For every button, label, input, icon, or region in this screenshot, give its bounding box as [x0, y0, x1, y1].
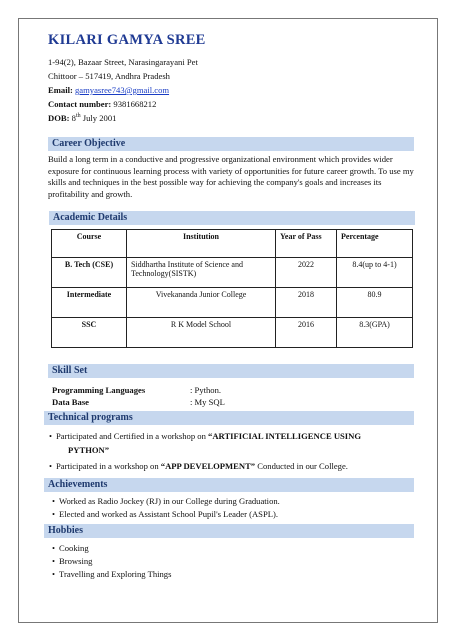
skill-value: : My SQL [190, 397, 225, 407]
section-hobbies: Hobbies [44, 524, 414, 538]
dob-label: DOB: [48, 113, 70, 123]
list-item [52, 556, 92, 566]
skill-value: : Python. [190, 385, 222, 395]
hobby-text: Travelling and Exploring Things [59, 569, 172, 579]
section-technical-programs: Technical programs [44, 411, 414, 425]
technical-item-2-quote: “APP DEVELOPMENT” [160, 461, 256, 471]
cell-year: 2022 [276, 258, 337, 288]
hobby-text: Cooking [59, 543, 89, 553]
list-item [49, 431, 361, 441]
section-career-objective: Career Objective [48, 137, 414, 151]
email-row [48, 85, 169, 95]
email-label: Email: [48, 85, 73, 95]
technical-item-2-text: Participated in a workshop on [56, 461, 161, 471]
dob-row [48, 113, 116, 123]
email-link[interactable]: gamyasree743@gmail.com [74, 85, 170, 95]
cell-percentage: 8.3(GPA) [337, 318, 413, 348]
technical-item-1-continuation [68, 445, 109, 455]
table-row [52, 288, 413, 318]
dob-day: 8 [71, 113, 76, 123]
bullet-icon: • [49, 431, 53, 441]
contact-label: Contact number: [48, 99, 112, 109]
section-skill-set: Skill Set [48, 364, 414, 378]
section-achievements: Achievements [44, 478, 414, 492]
hobby-text: Browsing [59, 556, 93, 566]
list-item [49, 461, 348, 471]
candidate-name: KILARI GAMYA SREE [48, 32, 206, 48]
contact-number: 9381668212 [113, 99, 157, 109]
academic-table [51, 229, 413, 348]
list-item [52, 569, 171, 579]
bullet-icon: • [52, 496, 56, 506]
address-line-2: Chittoor – 517419, Andhra Pradesh [48, 71, 170, 81]
cell-course: SSC [52, 318, 127, 348]
table-row [52, 258, 413, 288]
table-row [52, 318, 413, 348]
cell-institution: Vivekananda Junior College [127, 288, 276, 318]
bullet-icon: • [49, 461, 53, 471]
header-course: Course [52, 230, 127, 258]
list-item [52, 543, 89, 553]
achievement-text: Worked as Radio Jockey (RJ) in our College during Graduation. [59, 496, 280, 506]
section-academic-details: Academic Details [49, 211, 415, 225]
achievement-text: Elected and worked as Assistant School Pupil's Leader (ASPL). [59, 509, 278, 519]
list-item [52, 509, 278, 519]
table-header-row [52, 230, 413, 258]
cell-course: B. Tech (CSE) [52, 258, 127, 288]
cell-course: Intermediate [52, 288, 127, 318]
cell-year: 2016 [276, 318, 337, 348]
header-percentage: Percentage [337, 230, 413, 258]
header-year: Year of Pass [276, 230, 337, 258]
technical-item-1-text: Participated and Certified in a workshop on [56, 431, 209, 441]
list-item [52, 496, 280, 506]
cell-percentage: 8.4(up to 4-1) [337, 258, 413, 288]
contact-row [48, 99, 156, 109]
address-line-1: 1-94(2), Bazaar Street, Narasingarayani Pet [48, 57, 198, 67]
bullet-icon: • [52, 569, 56, 579]
skill-label: Data Base [52, 397, 89, 407]
cell-institution: R K Model School [127, 318, 276, 348]
dob-sup: th [75, 113, 81, 120]
technical-item-1-quote: “ARTIFICIAL INTELLIGENCE USING [208, 431, 362, 441]
skill-label: Programming Languages [52, 385, 146, 395]
bullet-icon: • [52, 543, 56, 553]
bullet-icon: • [52, 556, 56, 566]
dob-rest: July 2001 [82, 113, 117, 123]
technical-item-2-tail: Conducted in our College. [255, 461, 348, 471]
cell-year: 2018 [276, 288, 337, 318]
career-objective-text: Build a long term in a conductive and progressive organizational environment which provides wider exposure for continuous learning process with variety of opportunities for future career growth. To use my skills and techniques in the best possible way for achieving the company's goals and increases its profitability and growth. [48, 154, 414, 199]
technical-item-1-quote-end: PYTHON” [68, 445, 110, 455]
cell-percentage: 80.9 [337, 288, 413, 318]
header-institution: Institution [127, 230, 276, 258]
cell-institution: Siddhartha Institute of Science and Technology(SISTK) [127, 258, 276, 288]
bullet-icon: • [52, 509, 56, 519]
